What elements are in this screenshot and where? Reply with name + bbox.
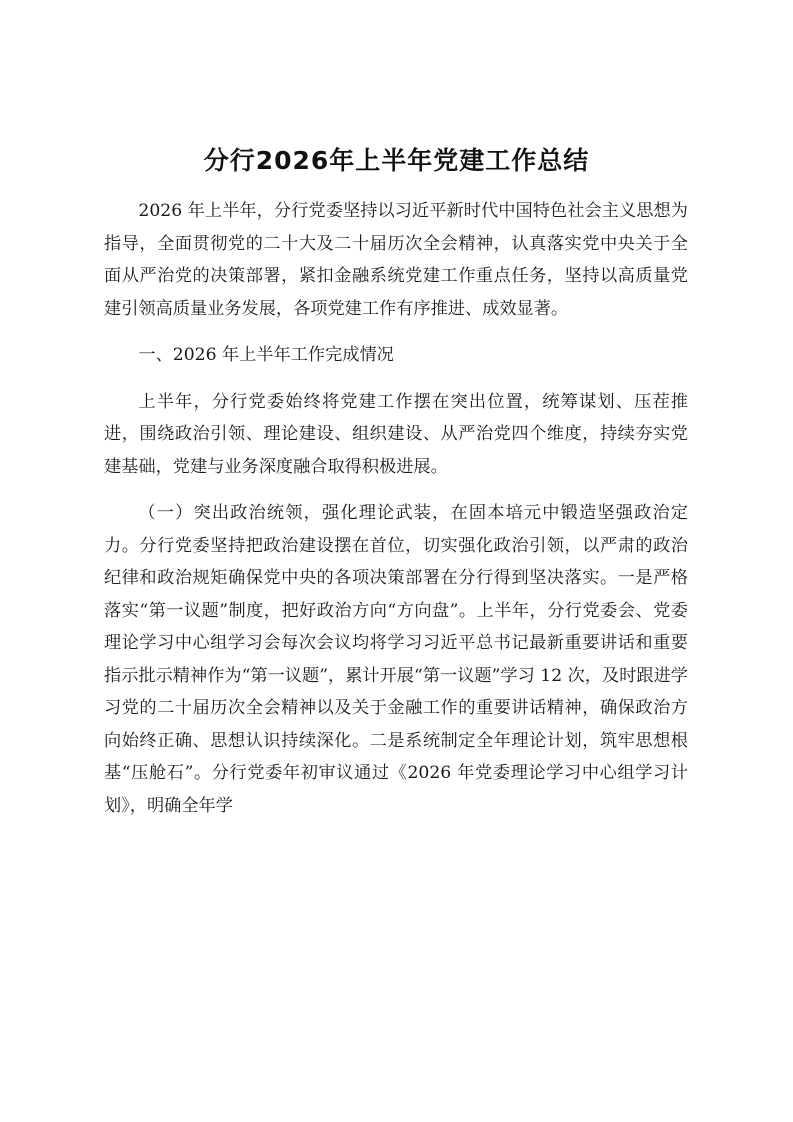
subsection-paragraph: （一）突出政治统领，强化理论武装，在固本培元中锻造坚强政治定力。分行党委坚持把政治建设摆在首位，切实强化政治引领，以严肃的政治纪律和政治规矩确保党中央的各项决策部署在分行得到坚决落实。一是严格落实“第一议题”制度，把好政治方向“方向盘”。上半年，分行党委会、党委理论学习中心组学习会每次会议均将学习习近平总书记最新重要讲话和重要指示批示精神作为“第一议题”，累计开展“第一议题”学习 12 次，及时跟进学习党的二十届历次全会精神以及关于金融工作的重要讲话精神，确保政治方向始终正确、思想认识持续深化。二是系统制定全年理论计划，筑牢思想根基“压舱石”。分行党委年初审议通过《2026 年党委理论学习中心组学习计划》，明确全年学 [104,503,688,816]
intro-paragraph: 2026 年上半年，分行党委坚持以习近平新时代中国特色社会主义思想为指导，全面贯彻党的二十大及二十届历次全会精神，认真落实党中央关于全面从严治党的决策部署，紧扣金融系统党建工作重点任务，坚持以高质量党建引领高质量业务发展，各项党建工作有序推进、成效显著。 [104,201,688,319]
section-summary-paragraph: 上半年，分行党委始终将党建工作摆在突出位置，统筹谋划、压茬推进，围绕政治引领、理论建设、组织建设、从严治党四个维度，持续夯实党建基础，党建与业务深度融合取得积极进展。 [104,391,688,477]
document-body [104,195,688,836]
document-title: 分行2026年上半年党建工作总结 [203,146,590,175]
section-heading: 一、2026 年上半年工作完成情况 [138,345,394,365]
